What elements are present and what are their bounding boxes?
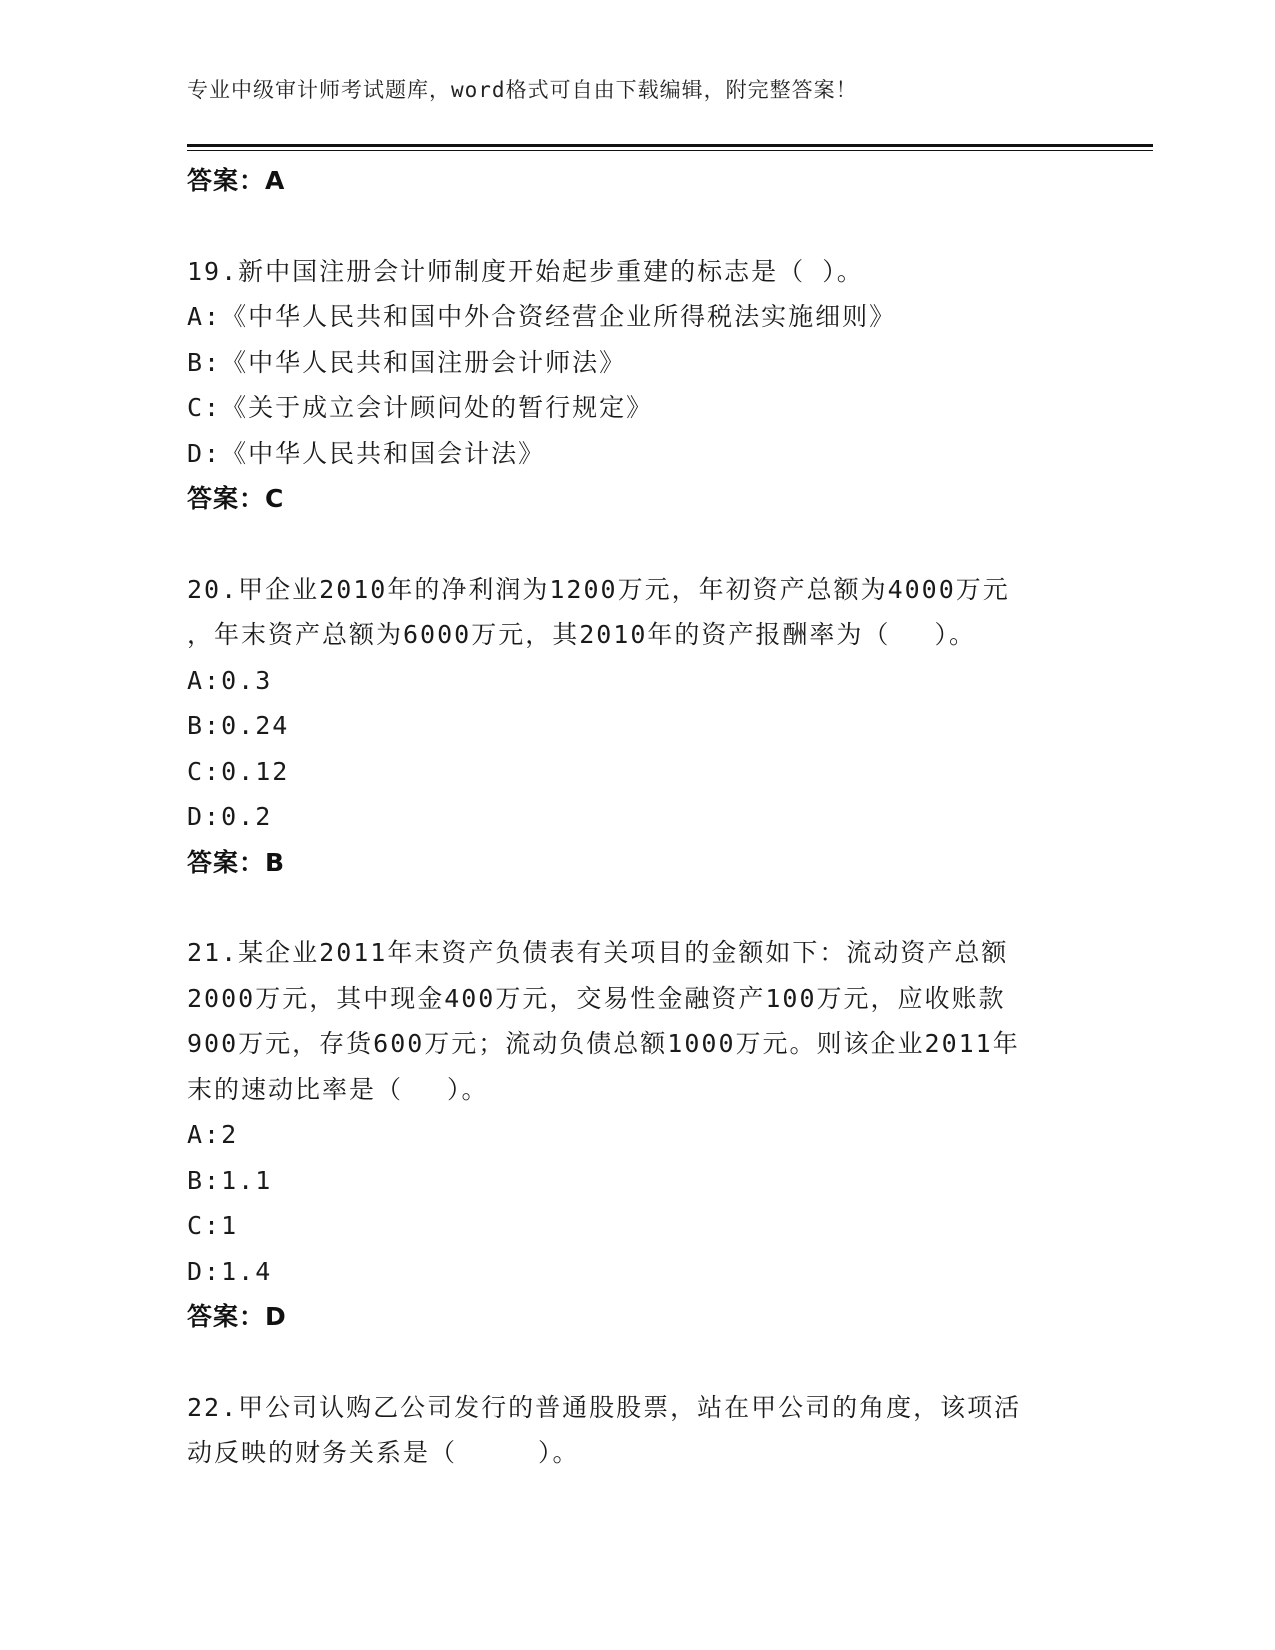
option-b: B:0.24 [187, 711, 290, 740]
option-c: C:1 [187, 1211, 239, 1240]
question-stem: 动反映的财务关系是（ ）。 [187, 1438, 580, 1467]
header-rule-thin [187, 150, 1153, 151]
option-c: C:0.12 [187, 756, 290, 786]
option-d: D:1.4 [187, 1256, 273, 1286]
spacer [187, 204, 1087, 249]
option-d: D:0.2 [187, 802, 273, 831]
question-stem: 21.某企业2011年末资产负债表有关项目的金额如下：流动资产总额 [187, 938, 1009, 967]
spacer [187, 885, 1087, 930]
question-stem: 19.新中国注册会计师制度开始起步重建的标志是（ ）。 [187, 256, 864, 286]
question-stem: 22.甲公司认购乙公司发行的普通股股票，站在甲公司的角度，该项活 [187, 1392, 1022, 1422]
answer-line: 答案：B [187, 847, 286, 877]
answer-line: 答案：D [187, 1302, 287, 1331]
option-a: A:0.3 [187, 665, 273, 695]
option-c: C:《关于成立会计顾问处的暂行规定》 [187, 393, 654, 422]
option-d: D:《中华人民共和国会计法》 [187, 438, 546, 468]
page-header: 专业中级审计师考试题库，word格式可自由下载编辑，附完整答案！ [187, 78, 858, 102]
option-b: B:1.1 [187, 1165, 273, 1195]
question-22 [187, 1385, 1087, 1476]
option-a: A:2 [187, 1120, 239, 1149]
question-21 [187, 930, 1087, 1340]
question-19 [187, 249, 1087, 522]
question-stem: 2000万元，其中现金400万元，交易性金融资产100万元，应收账款 [187, 983, 1006, 1013]
question-stem: 900万元，存货600万元；流动负债总额1000万元。则该企业2011年 [187, 1029, 1020, 1058]
header-rule-thick [187, 144, 1153, 147]
answer-line: 答案：A [187, 166, 286, 195]
option-a: A:《中华人民共和国中外合资经营企业所得税法实施细则》 [187, 302, 897, 331]
question-stem: 末的速动比率是（ ）。 [187, 1074, 489, 1104]
option-b: B:《中华人民共和国注册会计师法》 [187, 347, 627, 377]
document-body [187, 158, 1087, 1476]
question-20 [187, 567, 1087, 886]
spacer [187, 522, 1087, 567]
question-stem: ，年末资产总额为6000万元，其2010年的资产报酬率为（ ）。 [187, 620, 976, 649]
spacer [187, 1340, 1087, 1385]
question-stem: 20.甲企业2010年的净利润为1200万元，年初资产总额为4000万元 [187, 574, 1010, 604]
answer-line: 答案：C [187, 484, 285, 513]
